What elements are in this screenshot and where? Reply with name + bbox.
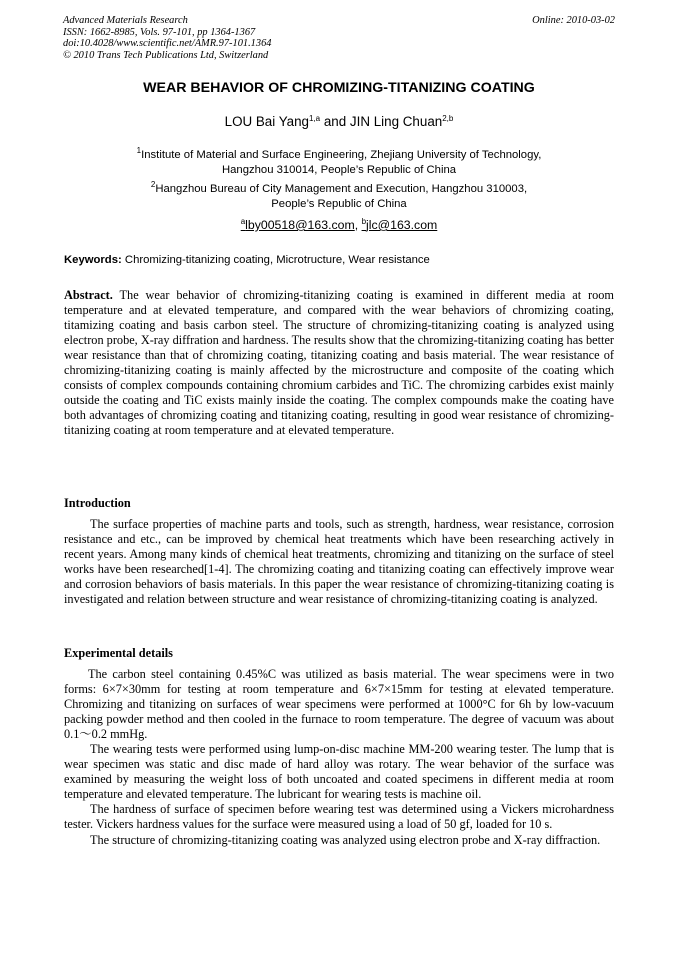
affiliation-2-line1: Hangzhou Bureau of City Management and Execution, Hangzhou 310003, <box>155 183 528 195</box>
email-b-sup: b <box>361 217 367 226</box>
affiliation-2 <box>0 182 678 212</box>
affiliation-1-line1: Institute of Material and Surface Engineering, Zhejiang University of Technology, <box>141 149 542 161</box>
keywords-text: Chromizing-titanizing coating, Microtructure, Wear resistance <box>121 254 430 266</box>
online-date: Online: 2010-03-02 <box>532 15 615 26</box>
author-line <box>0 114 678 129</box>
paper-title: WEAR BEHAVIOR OF CHROMIZING-TITANIZING COATING <box>143 80 535 96</box>
introduction-paragraph: The surface properties of machine parts and tools, such as strength, hardness, wear resistance, corrosion resistance and etc., can be improved by chemical heat treatments which have been researching actively in recent years. Among many kinds of chemical heat treatments, chromizing and titanizing on the surface of steel works have been researched[1-4]. The chromizing coating and titanizing coating can effectively improve wear and corrosion behaviors of basis materials. In this paper the wear resistance of chromizing-titanizing coating is investigated and relation between structure and wear resistance of chromizing-titanizing coating is analyzed. <box>64 517 614 607</box>
affiliation-1 <box>0 148 678 178</box>
introduction-heading: Introduction <box>64 496 131 510</box>
affiliation-2-sup: 2 <box>150 180 156 189</box>
author-conjunction: and <box>320 114 350 129</box>
email-a-link[interactable] <box>241 218 355 232</box>
experimental-paragraph-2: The wearing tests were performed using lump-on-disc machine MM-200 wearing tester. The lump that is wear specimen was static and disc made of hard alloy was rotary. The wear behavior of the surface was examined by measuring the weight loss of both uncoated and coated specimens in different media at room temperature and elevated temperature. The lubricant for wearing tests is machine oil. <box>64 742 614 802</box>
doi-line: doi:10.4028/www.scientific.net/AMR.97-101.1364 <box>63 38 272 49</box>
issn-line: ISSN: 1662-8985, Vols. 97-101, pp 1364-1367 <box>63 26 256 38</box>
email-b-link[interactable] <box>362 218 438 232</box>
affiliation-2-line2: People’s Republic of China <box>271 198 407 210</box>
author-2-sup: 2,b <box>442 114 454 123</box>
email-separator: , <box>354 218 362 232</box>
keywords <box>64 254 614 266</box>
experimental-paragraph-4: The structure of chromizing-titanizing coating was analyzed using electron probe and X-ray diffraction. <box>90 832 601 847</box>
keywords-label: Keywords: <box>64 254 122 266</box>
author-2: JIN Ling Chuan <box>349 114 443 129</box>
author-1-sup: 1,a <box>309 114 321 123</box>
abstract-text: The wear behavior of chromizing-titanizing coating is examined in different media at room temperature and at elevated temperature, and compared with the wear behaviors of chromizing coating, titamizing coating and basis carbon steel. The structure of chromizing-titanizing coating is analyzed using electron probe, X-ray diffration and hardness. The results show that the chromizing-titanizing coating has better wear resistance than that of chromizing coating, titanizing coating and basis material. The wear resistance of chromizing-titanizing coating is mainly affected by the microstructure and composite of the coating which consists of complex compounds containing chromium carbides and TiC. The chromizing carbides exist mainly outside the coating and TiC exists mainly inside the coating. The complex compounds make the coating have both advantages of chromizing coating and titanizing coating, resulting in good wear resistance of chromizing-titanizing coating at room temperature and at elevated temperature. <box>64 288 615 438</box>
abstract <box>64 288 614 438</box>
author-1: LOU Bai Yang <box>224 114 309 129</box>
abstract-label: Abstract. <box>64 288 113 302</box>
experimental-heading: Experimental details <box>64 646 173 660</box>
affiliation-1-sup: 1 <box>136 146 142 155</box>
affiliation-1-line2: Hangzhou 310014, People’s Republic of China <box>221 164 457 176</box>
email-a: lby00518@163.com <box>245 218 355 232</box>
email-line <box>0 218 678 232</box>
experimental-paragraph-3: The hardness of surface of specimen before wearing test was determined using a Vickers microhardness tester. Vickers hardness values for the surface were measured using a load of 50 gf, loaded for 10 s. <box>64 802 614 832</box>
copyright-line: © 2010 Trans Tech Publications Ltd, Switzerland <box>63 49 269 61</box>
email-b: jlc@163.com <box>366 218 438 232</box>
experimental-paragraph-1: The carbon steel containing 0.45%C was utilized as basis material. The wear specimens were in two forms: 6×7×30mm for testing at room temperature and 6×7×15mm for testing at elevated temperature. Chromizing and titanizing on surfaces of wear specimens were performed at 1000°C for 6h by low-vacuum packing powder method and then cooled in the furnace to room temperature. The degree of vacuum was about 0.1〜0.2 mmHg. <box>64 667 614 742</box>
email-a-sup: a <box>240 217 246 226</box>
experimental-body <box>64 667 614 848</box>
journal-name: Advanced Materials Research <box>63 15 188 26</box>
journal-header <box>63 15 271 61</box>
